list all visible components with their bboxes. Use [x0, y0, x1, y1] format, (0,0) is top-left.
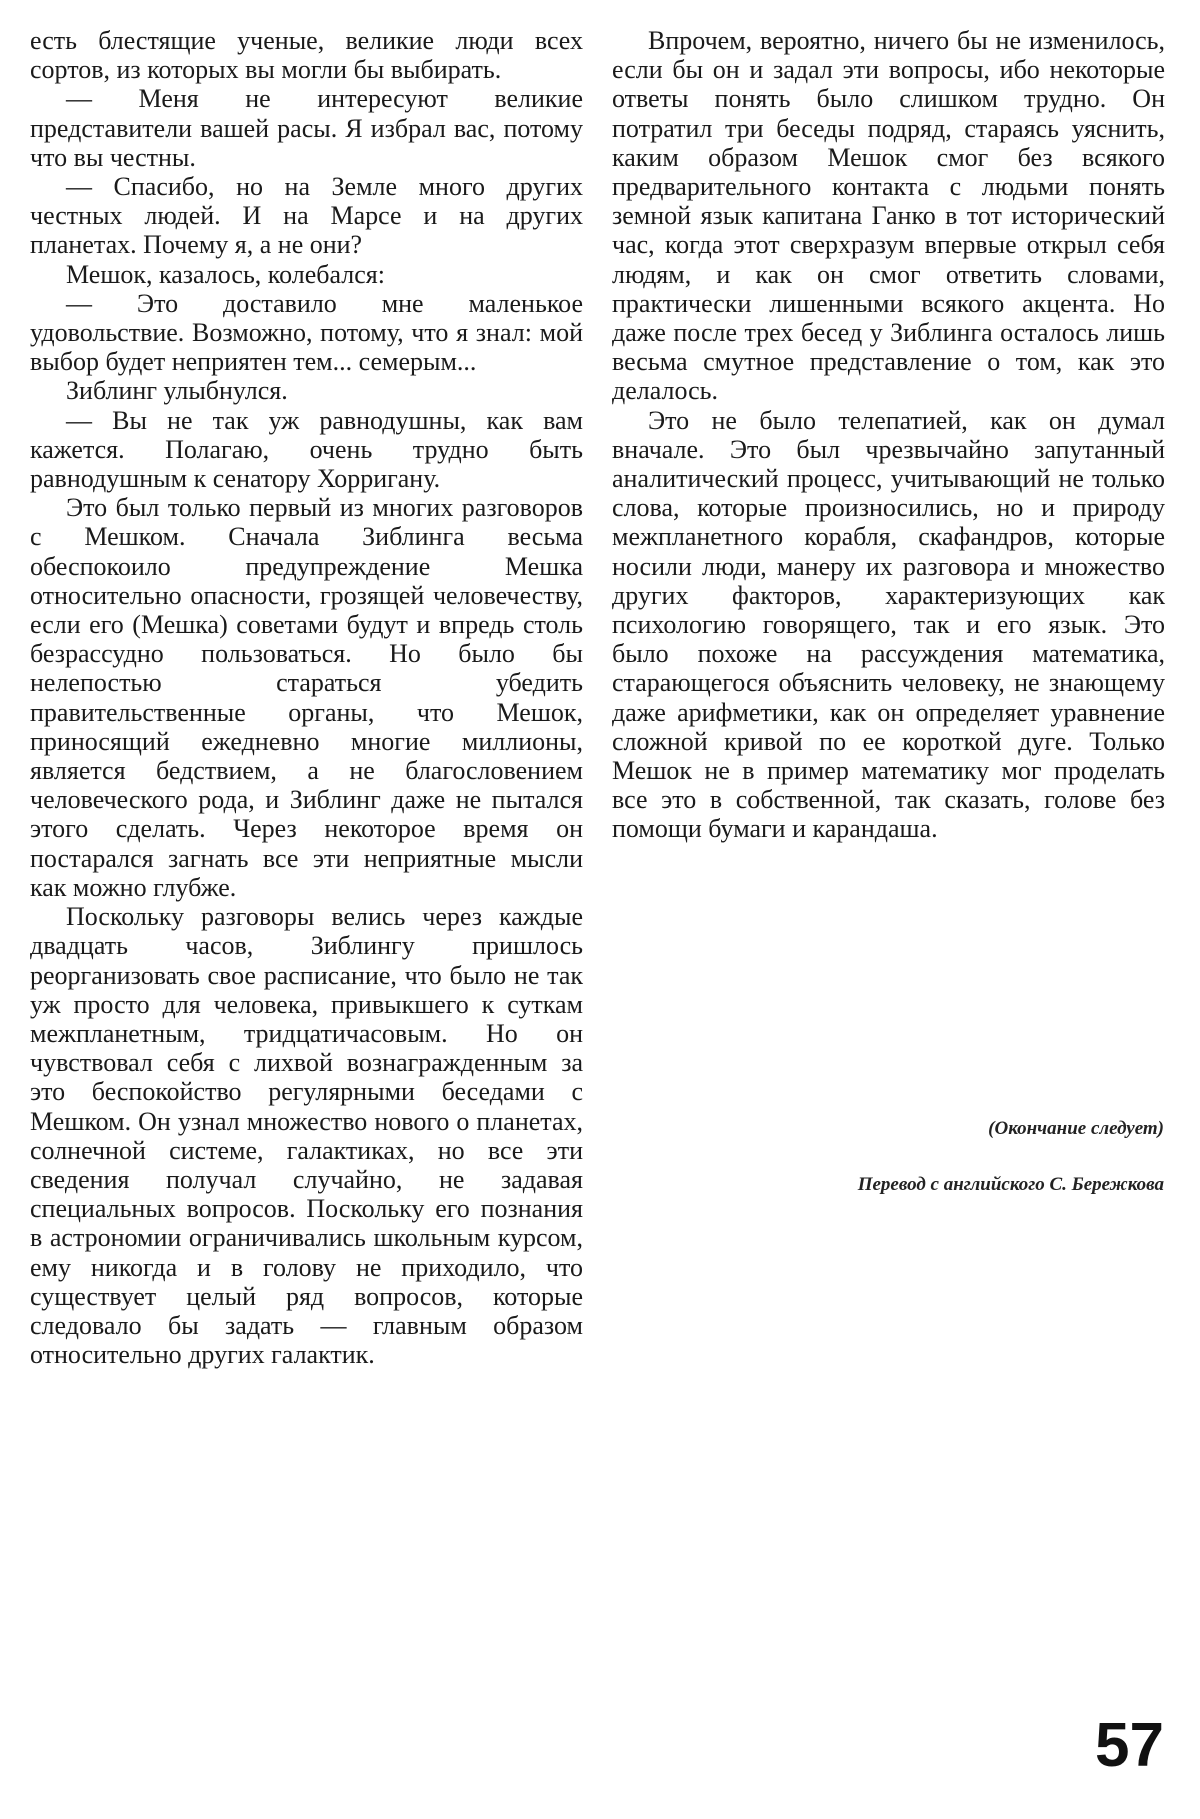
page-number: 57 [1095, 1711, 1164, 1780]
paragraph: Мешок, казалось, колебался: [66, 259, 385, 289]
paragraph: Это был только первый из многих разговоров с Мешком. Сначала Зиблинга весьма обеспокоило предупреждение Мешка относительно опасности, грозящей человечеству, если его (Мешка) советами будут и впредь столь безрассудно пользоваться. Но было бы нелепостью стараться убедить правительственные органы, что Мешок, приносящий ежедневно многие миллионы, является бедствием, а не благословением человеческого рода, и Зиблинг даже не пытался этого сделать. Через некоторое время он постарался загнать все эти неприятные мысли как можно глубже. [30, 493, 583, 902]
paragraph: — Спасибо, но на Земле много других честных людей. И на Марсе и на других планетах. Почему я, а не они? [30, 172, 583, 260]
right-text-column [612, 26, 1165, 844]
to-be-continued-note: (Окончание следует) [988, 1118, 1164, 1139]
paragraph: — Вы не так уж равнодушны, как вам кажется. Полагаю, очень трудно быть равнодушным к сенатору Хорригану. [30, 405, 583, 494]
paragraph: есть блестящие ученые, великие люди всех сортов, из которых вы могли бы выбирать. [30, 26, 583, 85]
paragraph: — Меня не интересуют великие представители вашей расы. Я избрал вас, потому что вы честны. [30, 84, 583, 172]
paragraph: Зиблинг улыбнулся. [66, 376, 288, 406]
paragraph: Впрочем, вероятно, ничего бы не изменилось, если бы он и задал эти вопросы, ибо некоторые ответы понять было слишком трудно. Он потратил три беседы подряд, стараясь уяснить, каким образом Мешок смог без всякого предварительного контакта с людьми понять земной язык капитана Ганко в тот исторический час, когда этот сверхразум впервые открыл себя людям, и как он смог ответить словами, практически лишенными всякого акцента. Но даже после трех бесед у Зиблинга осталось лишь весьма смутное представление о том, как это делалось. [612, 26, 1165, 406]
paragraph: Это не было телепатией, как он думал вначале. Это был чрезвычайно запутанный аналитический процесс, учитывающий не только слова, которые произносились, но и природу межпланетного корабля, скафандров, которые носили люди, манеру их разговора и множество других факторов, характеризующих как психологию говорящего, так и его язык. Это было похоже на рассуждения математика, старающегося объяснить человеку, не знающему даже арифметики, как он определяет уравнение сложной кривой по ее короткой дуге. Только Мешок не в пример математику мог проделать все это в собственной, так сказать, голове без помощи бумаги и карандаша. [612, 405, 1165, 844]
paragraph: — Это доставило мне маленькое удовольствие. Возможно, потому, что я знал: мой выбор будет неприятен тем... семерым... [30, 288, 583, 377]
translator-credit: Перевод с английского С. Бережкова [857, 1174, 1164, 1195]
paragraph: Поскольку разговоры велись через каждые двадцать часов, Зиблингу пришлось реорганизовать свое расписание, что было не так уж просто для человека, привыкшего к суткам межпланетным, тридцатичасовым. Но он чувствовал себя с лихвой вознагражденным за это беспокойство регулярными беседами с Мешком. Он узнал множество нового о планетах, солнечной системе, галактиках, но все эти сведения получал случайно, не задавая специальных вопросов. Поскольку его познания в астрономии ограничивались школьным курсом, ему никогда и в голову не приходило, что существует целый ряд вопросов, которые следовало бы задать — главным образом относительно других галактик. [30, 902, 583, 1370]
left-text-column [30, 26, 583, 1369]
